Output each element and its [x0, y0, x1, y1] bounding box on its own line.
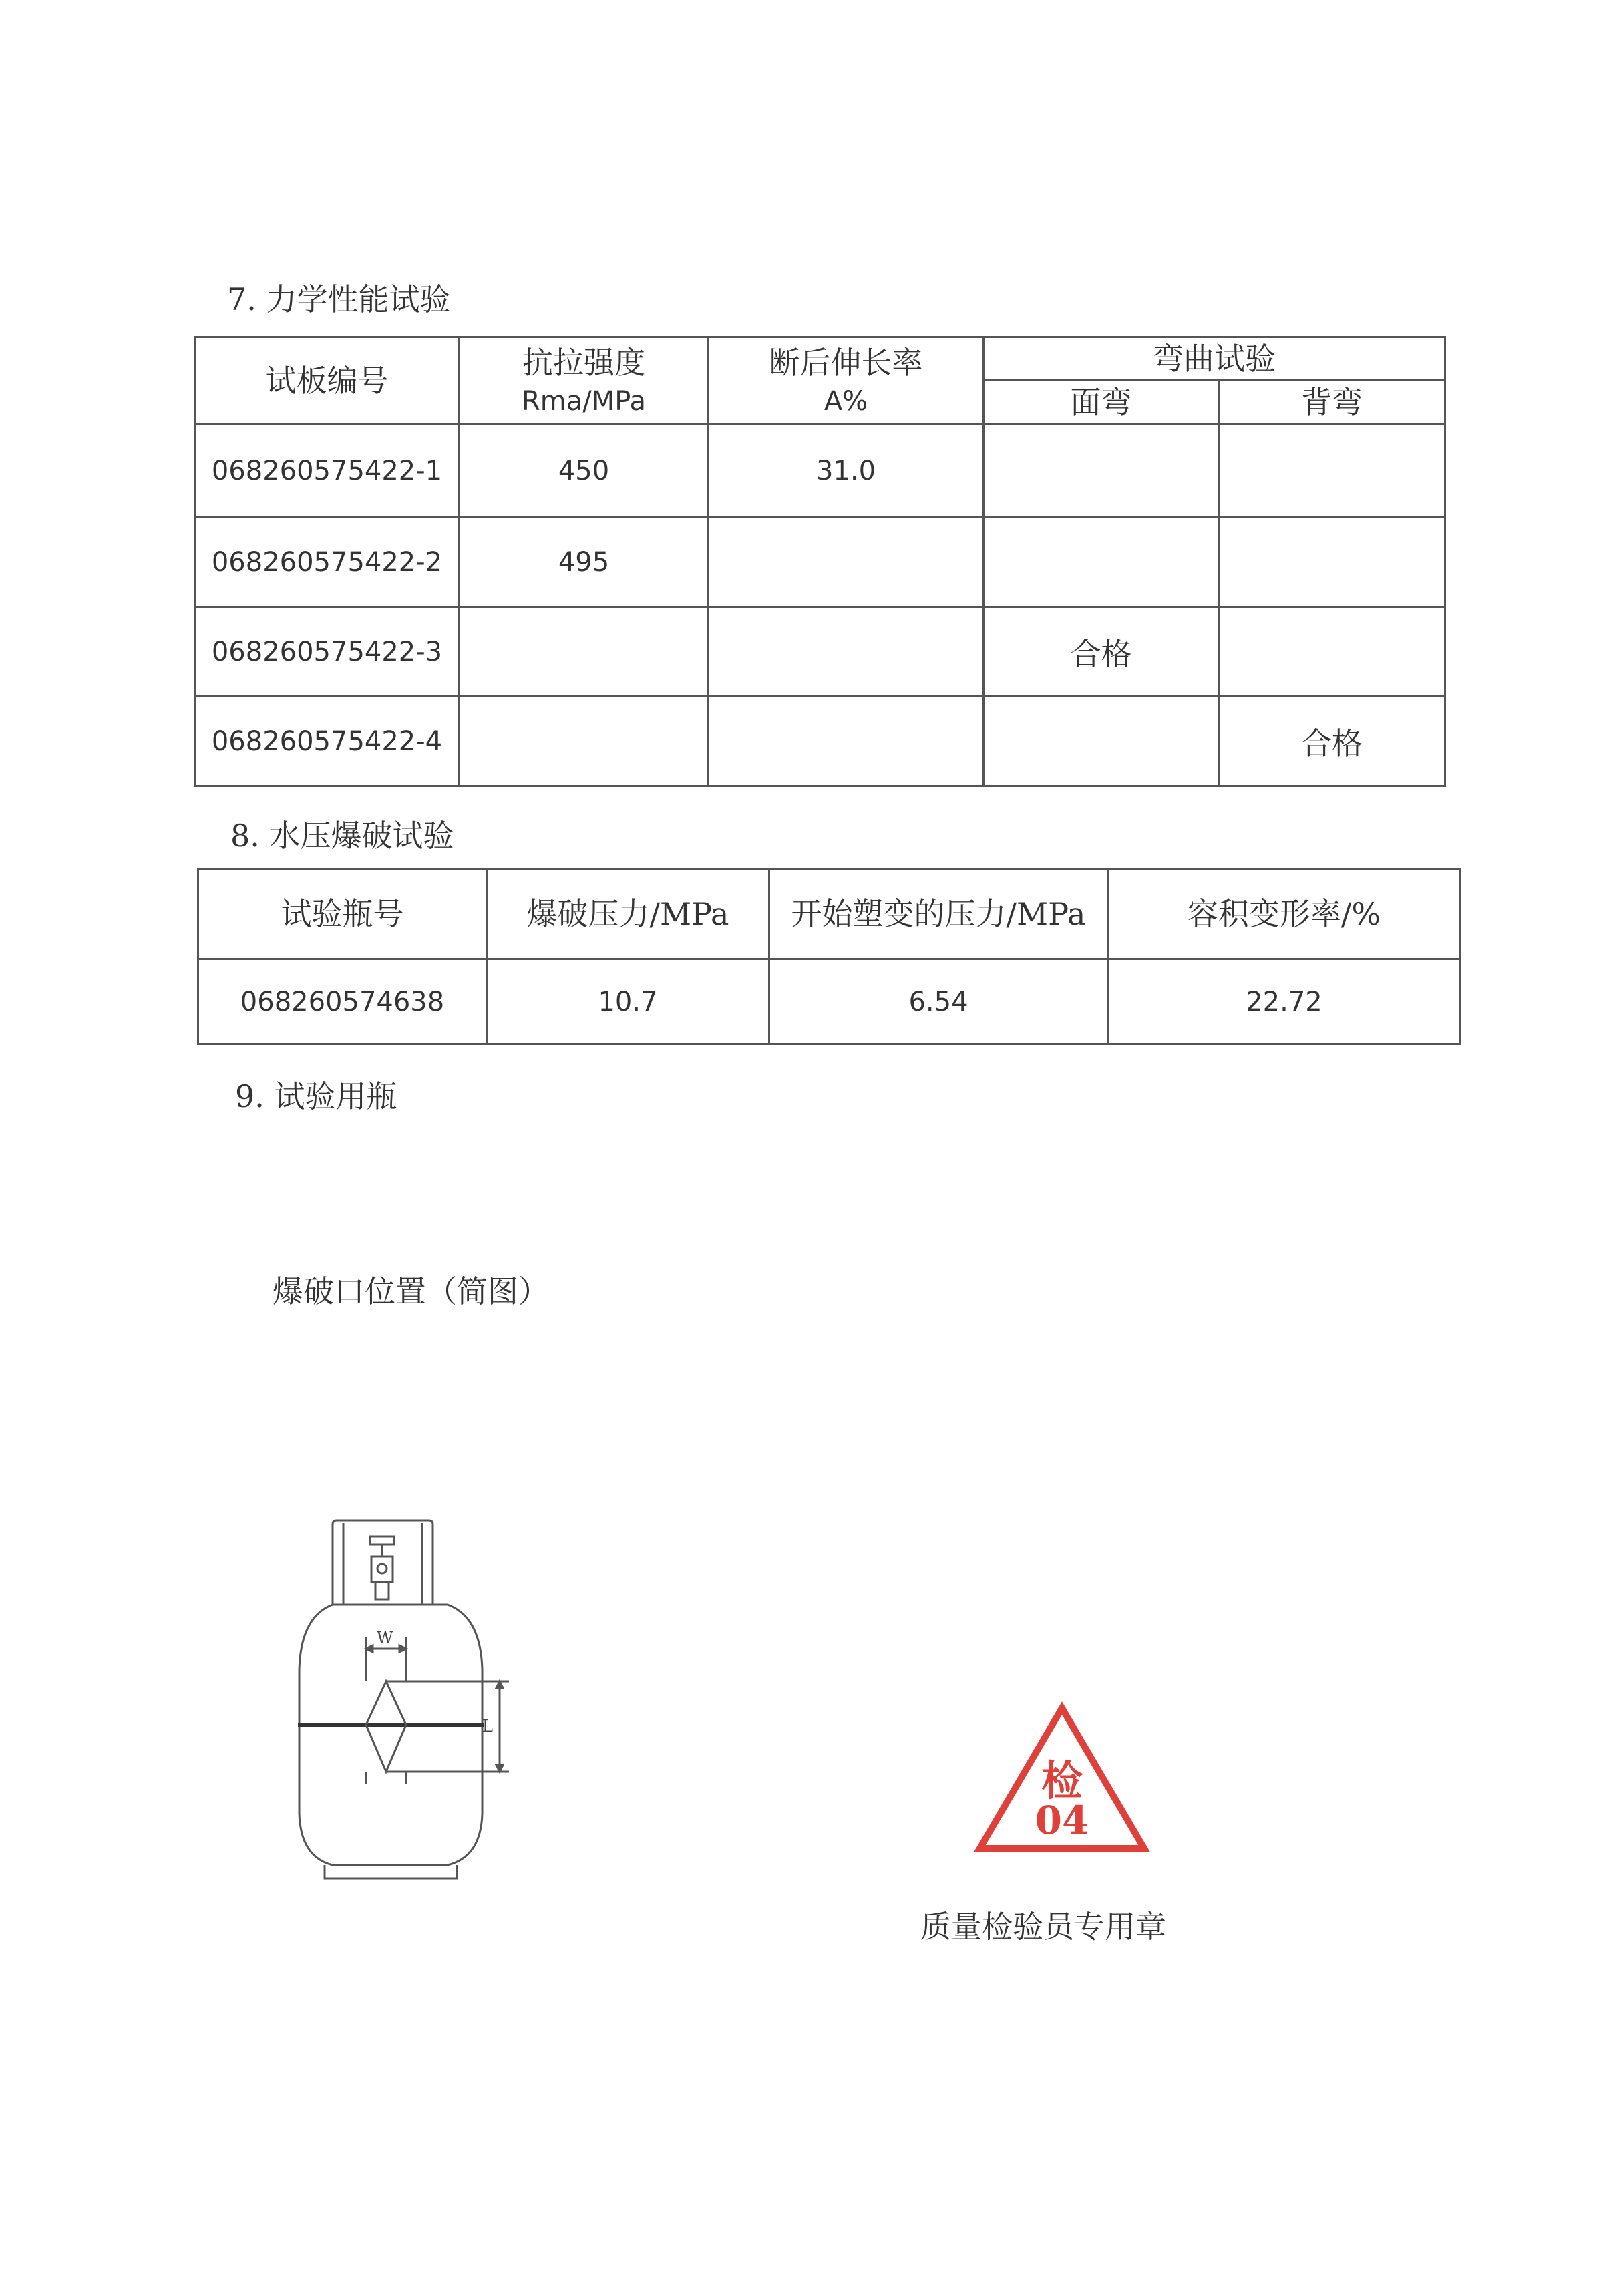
header-yield-pressure: 开始塑变的压力/MPa — [769, 870, 1108, 959]
back-bend-value: 合格 — [1219, 697, 1445, 786]
section-7-title: 7. 力学性能试验 — [227, 281, 451, 317]
header-burst-pressure: 爆破压力/MPa — [487, 870, 769, 959]
header-bend-test: 弯曲试验 — [984, 337, 1445, 381]
back-bend-value — [1219, 518, 1445, 607]
header-bottle-no: 试验瓶号 — [198, 870, 487, 959]
table-row — [195, 424, 1445, 518]
burst-pressure-value: 10.7 — [487, 959, 769, 1045]
header-volume-deformation: 容积变形率/% — [1108, 870, 1461, 959]
face-bend-value: 合格 — [984, 607, 1219, 697]
tensile-value — [460, 697, 709, 786]
specimen-id: 068260575422-2 — [195, 518, 460, 607]
specimen-id: 068260575422-4 — [195, 697, 460, 786]
header-face-bend: 面弯 — [984, 381, 1219, 424]
header-elongation-unit: A% — [824, 385, 868, 417]
tensile-value: 450 — [460, 424, 709, 518]
elongation-value: 31.0 — [709, 424, 984, 518]
header-tensile-label: 抗拉强度 — [522, 344, 645, 381]
cylinder-sketch — [287, 1510, 541, 1884]
face-bend-value — [984, 518, 1219, 607]
burst-test-table — [197, 868, 1461, 1045]
yield-pressure-value: 6.54 — [769, 959, 1108, 1045]
header-tensile-unit: Rma/MPa — [521, 385, 647, 417]
face-bend-value — [984, 697, 1219, 786]
stamp-label: 质量检验员专用章 — [920, 1909, 1166, 1945]
table-row — [195, 607, 1445, 697]
volume-deformation-value: 22.72 — [1108, 959, 1461, 1045]
specimen-id: 068260575422-1 — [195, 424, 460, 518]
tensile-value: 495 — [460, 518, 709, 607]
elongation-value — [709, 518, 984, 607]
back-bend-value — [1219, 424, 1445, 518]
elongation-value — [709, 607, 984, 697]
table-row — [195, 697, 1445, 786]
header-elongation — [709, 337, 984, 424]
elongation-value — [709, 697, 984, 786]
back-bend-value — [1219, 607, 1445, 697]
face-bend-value — [984, 424, 1219, 518]
inspector-stamp — [972, 1700, 1152, 1860]
header-tensile-strength — [460, 337, 709, 424]
stamp-number: 04 — [1035, 1798, 1089, 1843]
header-specimen-id: 试板编号 — [195, 337, 460, 424]
table-row — [198, 959, 1461, 1045]
header-back-bend: 背弯 — [1219, 381, 1445, 424]
dimension-l-label: L — [482, 1717, 493, 1736]
bottle-no-value: 068260574638 — [198, 959, 487, 1045]
section-9-title: 9. 试验用瓶 — [235, 1078, 397, 1114]
dimension-w-label: W — [377, 1629, 393, 1647]
burst-position-caption: 爆破口位置（简图） — [273, 1273, 549, 1309]
stamp-char: 检 — [1041, 1756, 1083, 1805]
specimen-id: 068260575422-3 — [195, 607, 460, 697]
section-8-title: 8. 水压爆破试验 — [230, 818, 454, 854]
burst-opening-mark — [366, 1637, 509, 1784]
header-elongation-label: 断后伸长率 — [769, 344, 923, 381]
mechanical-test-table — [194, 336, 1446, 787]
table-row — [195, 518, 1445, 607]
tensile-value — [460, 607, 709, 697]
